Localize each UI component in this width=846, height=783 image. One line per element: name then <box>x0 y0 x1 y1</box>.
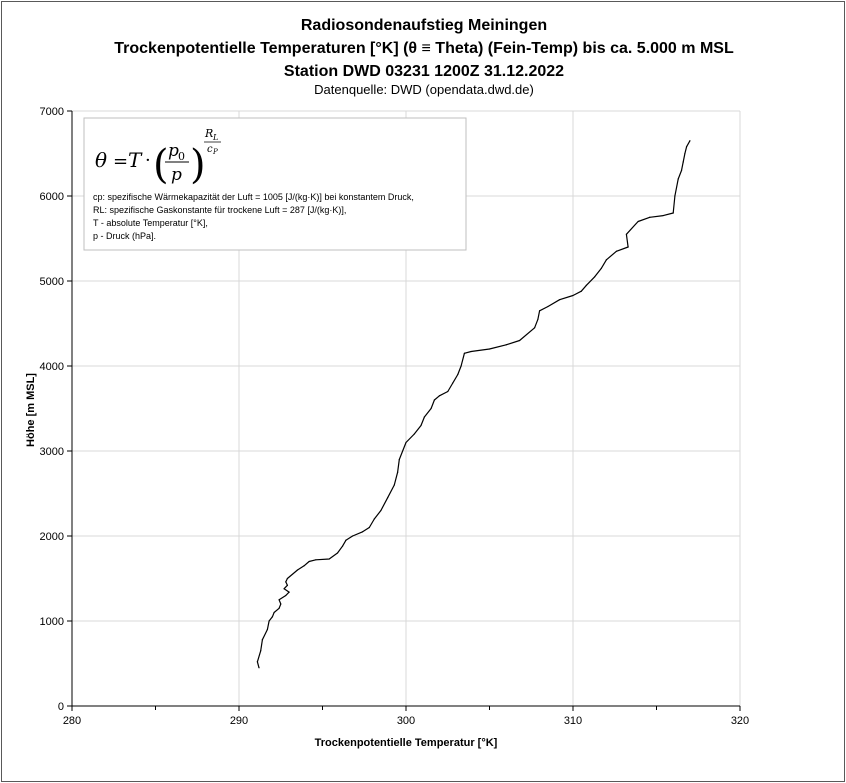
formula-legend-line: p - Druck (hPa]. <box>93 231 157 241</box>
x-tick-label: 320 <box>730 715 750 727</box>
theta-profile-point <box>268 620 269 621</box>
theta-profile-point <box>471 351 472 352</box>
theta-profile-point <box>628 246 629 247</box>
theta-profile-point <box>304 565 305 566</box>
formula-left-paren: ( <box>153 142 169 188</box>
theta-profile-point <box>606 259 607 260</box>
theta-profile-point <box>559 299 560 300</box>
theta-profile-point <box>594 276 595 277</box>
theta-profile-point <box>537 319 538 320</box>
theta-profile-point <box>258 667 259 668</box>
theta-profile-point <box>397 472 398 473</box>
theta-profile-point <box>273 612 274 613</box>
theta-profile-point <box>287 578 288 579</box>
y-tick-label: 4000 <box>39 361 64 373</box>
theta-profile-point <box>380 510 381 511</box>
chart-title: Radiosondenaufstieg Meiningen <box>300 17 548 34</box>
formula-dot: · <box>145 150 151 171</box>
theta-profile-point <box>457 374 458 375</box>
formula-exp-c-subscript: P <box>213 148 218 156</box>
theta-profile-point <box>414 433 415 434</box>
theta-profile-point <box>369 527 370 528</box>
theta-profile-point <box>519 340 520 341</box>
theta-profile-point <box>434 399 435 400</box>
theta-profile-point <box>337 552 338 553</box>
theta-profile-point <box>329 558 330 559</box>
data-source-note: Datenquelle: DWD (opendata.dwd.de) <box>314 82 534 97</box>
x-tick-label: 280 <box>62 715 82 727</box>
theta-profile-point <box>681 170 682 171</box>
formula-exp-c: c <box>207 144 213 155</box>
theta-profile-point <box>678 178 679 179</box>
theta-profile-point <box>674 195 675 196</box>
theta-profile-point <box>362 531 363 532</box>
chart-subtitle-1: Trockenpotentielle Temperaturen [°K] (θ ≡ Theta) (Fein-Temp) bis ca. 5.000 m MSL <box>114 40 734 57</box>
y-tick-label: 5000 <box>39 276 64 288</box>
theta-profile-point <box>315 559 316 560</box>
theta-profile-point <box>686 146 687 147</box>
formula-legend-line: cp: spezifische Wärmekapazität der Luft = 1005 [J/(kg·K)] bei konstantem Druck, <box>93 192 414 202</box>
formula-exp-R: R <box>205 127 214 140</box>
formula-T: T <box>128 148 142 172</box>
theta-profile-point <box>394 484 395 485</box>
theta-profile-point <box>374 518 375 519</box>
theta-profile-point <box>420 425 421 426</box>
theta-profile-point <box>452 382 453 383</box>
theta-profile-point <box>283 588 284 589</box>
theta-profile-point <box>506 344 507 345</box>
theta-profile-point <box>285 581 286 582</box>
theta-profile-point <box>461 365 462 366</box>
theta-profile-point <box>280 603 281 604</box>
theta-profile-point <box>673 212 674 213</box>
formula-p: p <box>171 165 182 185</box>
theta-profile-point <box>345 540 346 541</box>
theta-profile-point <box>586 285 587 286</box>
theta-profile-point <box>534 327 535 328</box>
chart-subtitle-2: Station DWD 03231 1200Z 31.12.2022 <box>283 63 565 80</box>
theta-profile-point <box>257 661 258 662</box>
y-tick-label: 0 <box>57 701 64 713</box>
theta-profile-point <box>572 295 573 296</box>
theta-profile-point <box>297 569 298 570</box>
theta-profile-point <box>352 535 353 536</box>
theta-profile-point <box>663 215 664 216</box>
y-tick-label: 2000 <box>39 531 64 543</box>
theta-profile-point <box>285 595 286 596</box>
theta-profile-point <box>289 592 290 593</box>
formula-box <box>84 118 466 250</box>
theta-profile-point <box>399 459 400 460</box>
theta-profile-point <box>342 546 343 547</box>
theta-profile-point <box>626 234 627 235</box>
formula-exp-R-subscript: L <box>213 133 219 142</box>
formula-equals: = <box>113 151 129 172</box>
theta-profile-point <box>387 497 388 498</box>
theta-profile-point <box>405 442 406 443</box>
theta-profile-point <box>684 153 685 154</box>
theta-profile-point <box>447 391 448 392</box>
theta-profile-point <box>581 291 582 292</box>
theta-profile-point <box>616 251 617 252</box>
formula-right-paren: ) <box>190 142 206 188</box>
theta-profile-point <box>539 310 540 311</box>
theta-profile-point <box>267 629 268 630</box>
theta-profile-point <box>601 268 602 269</box>
y-tick-label: 6000 <box>39 191 64 203</box>
x-tick-label: 310 <box>563 715 583 727</box>
theta-profile-point <box>272 616 273 617</box>
theta-profile-point <box>683 161 684 162</box>
formula-legend-line: RL: spezifische Gaskonstante für trockene Luft = 287 [J/(kg·K)], <box>93 205 347 215</box>
formula-p0-subscript: 0 <box>178 150 185 163</box>
x-axis-label: Trockenpotentielle Temperatur [°K] <box>314 737 498 749</box>
theta-profile-point <box>262 639 263 640</box>
theta-profile-point <box>260 650 261 651</box>
theta-profile-point <box>638 221 639 222</box>
y-tick-label: 3000 <box>39 446 64 458</box>
theta-profile-point <box>689 140 690 141</box>
theta-profile-point <box>309 561 310 562</box>
theta-profile-point <box>649 217 650 218</box>
theta-profile-point <box>464 353 465 354</box>
formula-legend-line: T - absolute Temperatur [°K], <box>93 218 208 228</box>
theta-profile-point <box>424 416 425 417</box>
x-tick-label: 300 <box>396 715 416 727</box>
theta-profile-point <box>278 608 279 609</box>
y-tick-label: 1000 <box>39 616 64 628</box>
theta-profile-point <box>430 408 431 409</box>
y-tick-label: 7000 <box>39 106 64 118</box>
theta-profile-point <box>547 306 548 307</box>
formula-p0: p <box>168 141 179 161</box>
theta-profile-point <box>287 585 288 586</box>
x-tick-label: 290 <box>229 715 249 727</box>
theta-profile-point <box>489 348 490 349</box>
theta-profile-point <box>439 395 440 396</box>
formula-theta: θ <box>95 148 108 172</box>
theta-profile-point <box>278 599 279 600</box>
y-axis-label: Höhe [m MSL] <box>25 373 37 447</box>
